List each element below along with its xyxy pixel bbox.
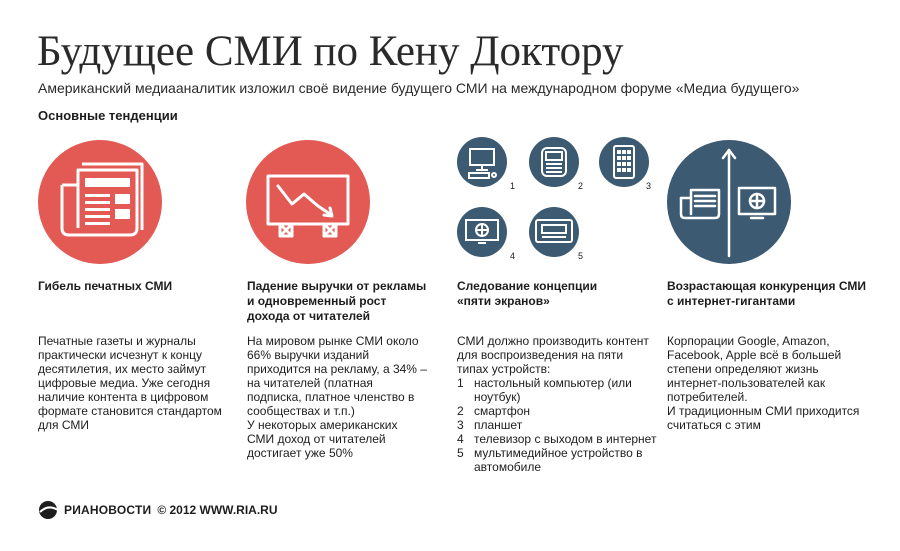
col3-body [457,334,657,474]
col2-body [247,334,427,460]
col2-body-text: На мировом рынке СМИ около 66% выручки изданий приходится на рекламу, а 34% – на читателей (платная подписка, платное членство в сообществах и т.п.) [247,334,427,418]
internet-tv-icon [457,207,507,257]
col4-body [667,334,867,432]
list-item: 4 телевизор с выходом в интернет [457,432,657,446]
desktop-computer-icon [457,137,507,187]
car-multimedia-icon [529,207,579,257]
page-subtitle: Американский медиааналитик изложил своё видение будущего СМИ на международном форуме «Медиа будущего» [38,80,800,96]
copyright[interactable]: © 2012 WWW.RIA.RU [157,503,278,517]
col1-body [38,334,226,432]
list-item: 5 мультимедийное устройство в автомобиле [457,446,643,474]
ria-logo-text: РИАНОВОСТИ [64,503,152,517]
col1-heading: Гибель печатных СМИ [38,279,173,293]
col2-body-text-2: У некоторых американских СМИ доход от читателей достигает уже 50% [247,418,398,460]
svg-text:1: 1 [510,181,516,191]
list-item: 2 смартфон [457,404,531,418]
newspaper-icon [38,140,162,264]
list-item: 3 планшет [457,418,523,432]
ria-logo-icon [38,500,60,520]
col4-body-text: Корпорации Google, Amazon, Facebook, Apple всё в большей степени определяют жизнь интернет-пользователей как потребителей. [667,334,842,404]
screens-list [457,376,657,474]
billboard-declining-chart-icon [246,140,370,264]
svg-text:5: 5 [578,251,584,261]
svg-text:2: 2 [578,181,584,191]
smartphone-icon [529,137,579,187]
five-screens-icon [454,134,660,274]
col3-heading: Следование концепции «пяти экранов» [457,279,598,308]
tablet-icon [599,137,649,187]
media-vs-internet-icon [667,140,791,264]
section-label: Основные тенденции [38,108,178,123]
col3-body-text: СМИ должно производить контент для воспроизведения на пяти типах устройств: [457,334,649,376]
list-item: 1 настольный компьютер (или ноутбук) [457,376,632,404]
svg-text:3: 3 [646,181,652,191]
footer [38,500,278,520]
page-title: Будущее СМИ по Кену Доктору [37,28,624,75]
svg-text:4: 4 [510,251,516,261]
col4-heading: Возрастающая конкуренция СМИ с интернет-гигантами [667,279,866,308]
col2-heading: Падение выручки от рекламы и одновременный рост дохода от читателей [247,279,427,323]
col4-body-text-2: И традиционным СМИ приходится считаться с этим [667,404,860,432]
col1-body-text: Печатные газеты и журналы практически исчезнут к концу десятилетия, их место займут цифровые медиа. Уже сегодня наличие контента в цифровом формате становится стандартом для СМИ [38,334,222,432]
